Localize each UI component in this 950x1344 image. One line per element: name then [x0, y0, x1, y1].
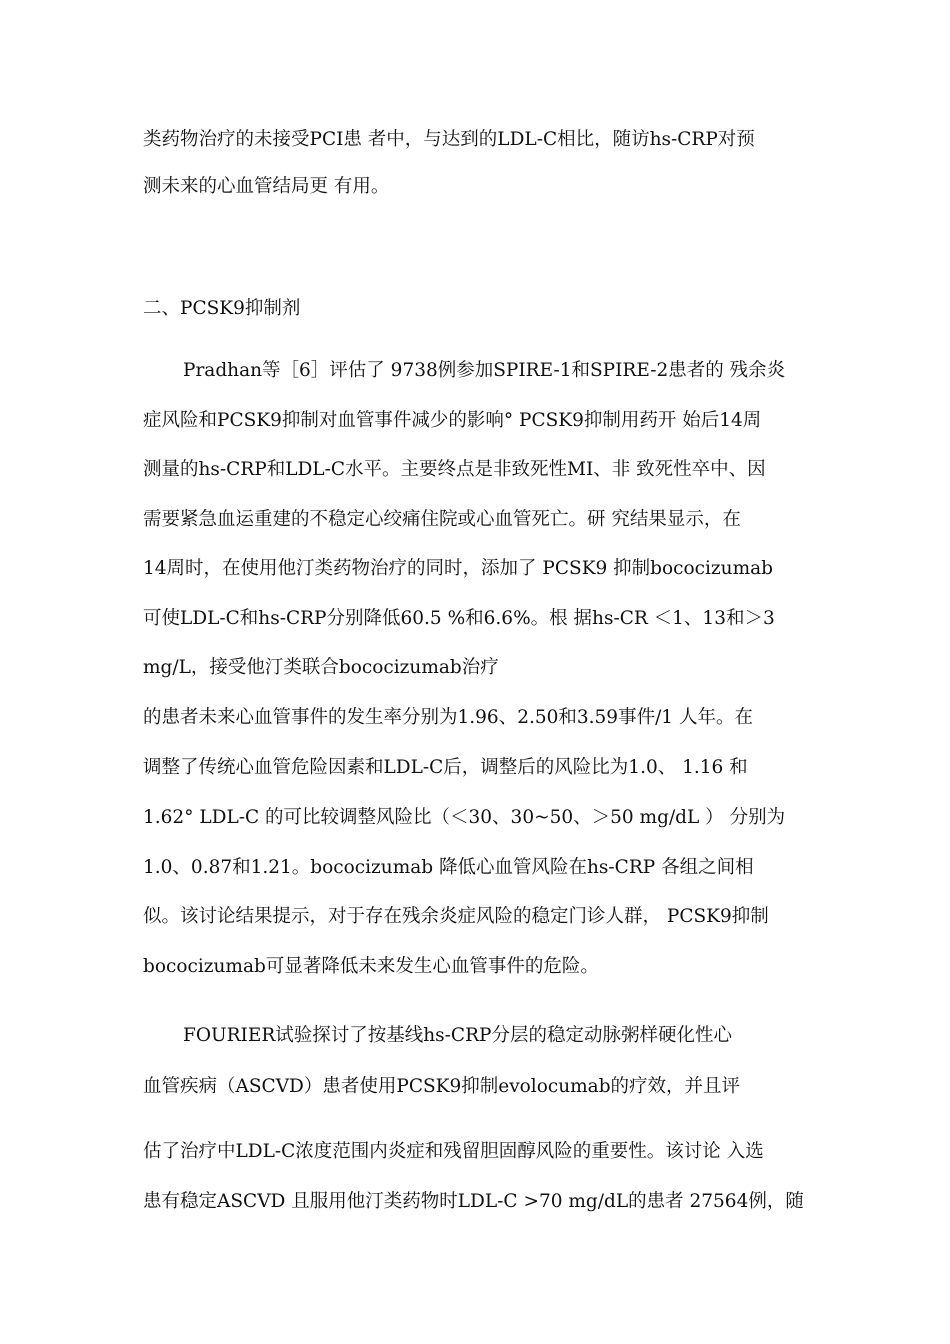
paragraph-line: 1.0、0.87和1.21。bococizumab 降低心血管风险在hs-CRP 各组之间相	[143, 857, 754, 878]
paragraph-line: FOURIER试验探讨了按基线hs-CRP分层的稳定动脉粥样硬化性心	[183, 1025, 732, 1046]
paragraph-line: bococizumab可显著降低未来发生心血管事件的危险。	[143, 956, 599, 977]
paragraph-line: 测量的hs-CRP和LDL-C水平。主要终点是非致死性MI、非 致死性卒中、因	[143, 459, 766, 480]
paragraph-line: Pradhan等［6］评估了 9738例参加SPIRE-1和SPIRE-2患者的 残余炎	[183, 360, 786, 381]
paragraph-line: mg/L，接受他汀类联合bococizumab治疗	[143, 657, 499, 678]
paragraph-line: 1.62° LDL-C 的可比较调整风险比（＜30、30~50、＞50 mg/dL ） 分别为	[143, 807, 786, 828]
paragraph-line: 调整了传统心血管危险因素和LDL-C后，调整后的风险比为1.0、 1.16 和	[143, 757, 748, 778]
paragraph-line: 类药物治疗的未接受PCI患 者中，与达到的LDL-C相比，随访hs-CRP对预	[143, 129, 755, 150]
paragraph-line: 估了治疗中LDL-C浓度范围内炎症和残留胆固醇风险的重要性。该讨论 入选	[143, 1141, 764, 1162]
paragraph-line: 的患者未来心血管事件的发生率分别为1.96、2.50和3.59事件/1 人年。在	[143, 707, 753, 728]
paragraph-line: 测未来的心血管结局更 有用。	[143, 176, 390, 197]
paragraph-line: 14周时，在使用他汀类药物治疗的同时，添加了 PCSK9 抑制bococizumab	[143, 558, 774, 579]
paragraph-line: 症风险和PCSK9抑制对血管事件减少的影响° PCSK9抑制用药开 始后14周	[143, 410, 762, 431]
paragraph-line: 需要紧急血运重建的不稳定心绞痛住院或心血管死亡。研 究结果显示，在	[143, 509, 741, 530]
paragraph-line: 可使LDL-C和hs-CRP分别降低60.5 %和6.6%。根 据hs-CR ＜1、13和＞3	[143, 608, 775, 629]
paragraph-line: 患有稳定ASCVD 且服用他汀类药物时LDL-C >70 mg/dL的患者 27564例，随	[143, 1191, 804, 1212]
paragraph-line: 血管疾病（ASCVD）患者使用PCSK9抑制evolocumab的疗效，并且评	[143, 1076, 741, 1097]
paragraph-line: 似。该讨论结果提示，对于存在残余炎症风险的稳定门诊人群， PCSK9抑制	[143, 906, 769, 927]
section-heading: 二、PCSK9抑制剂	[143, 298, 301, 319]
